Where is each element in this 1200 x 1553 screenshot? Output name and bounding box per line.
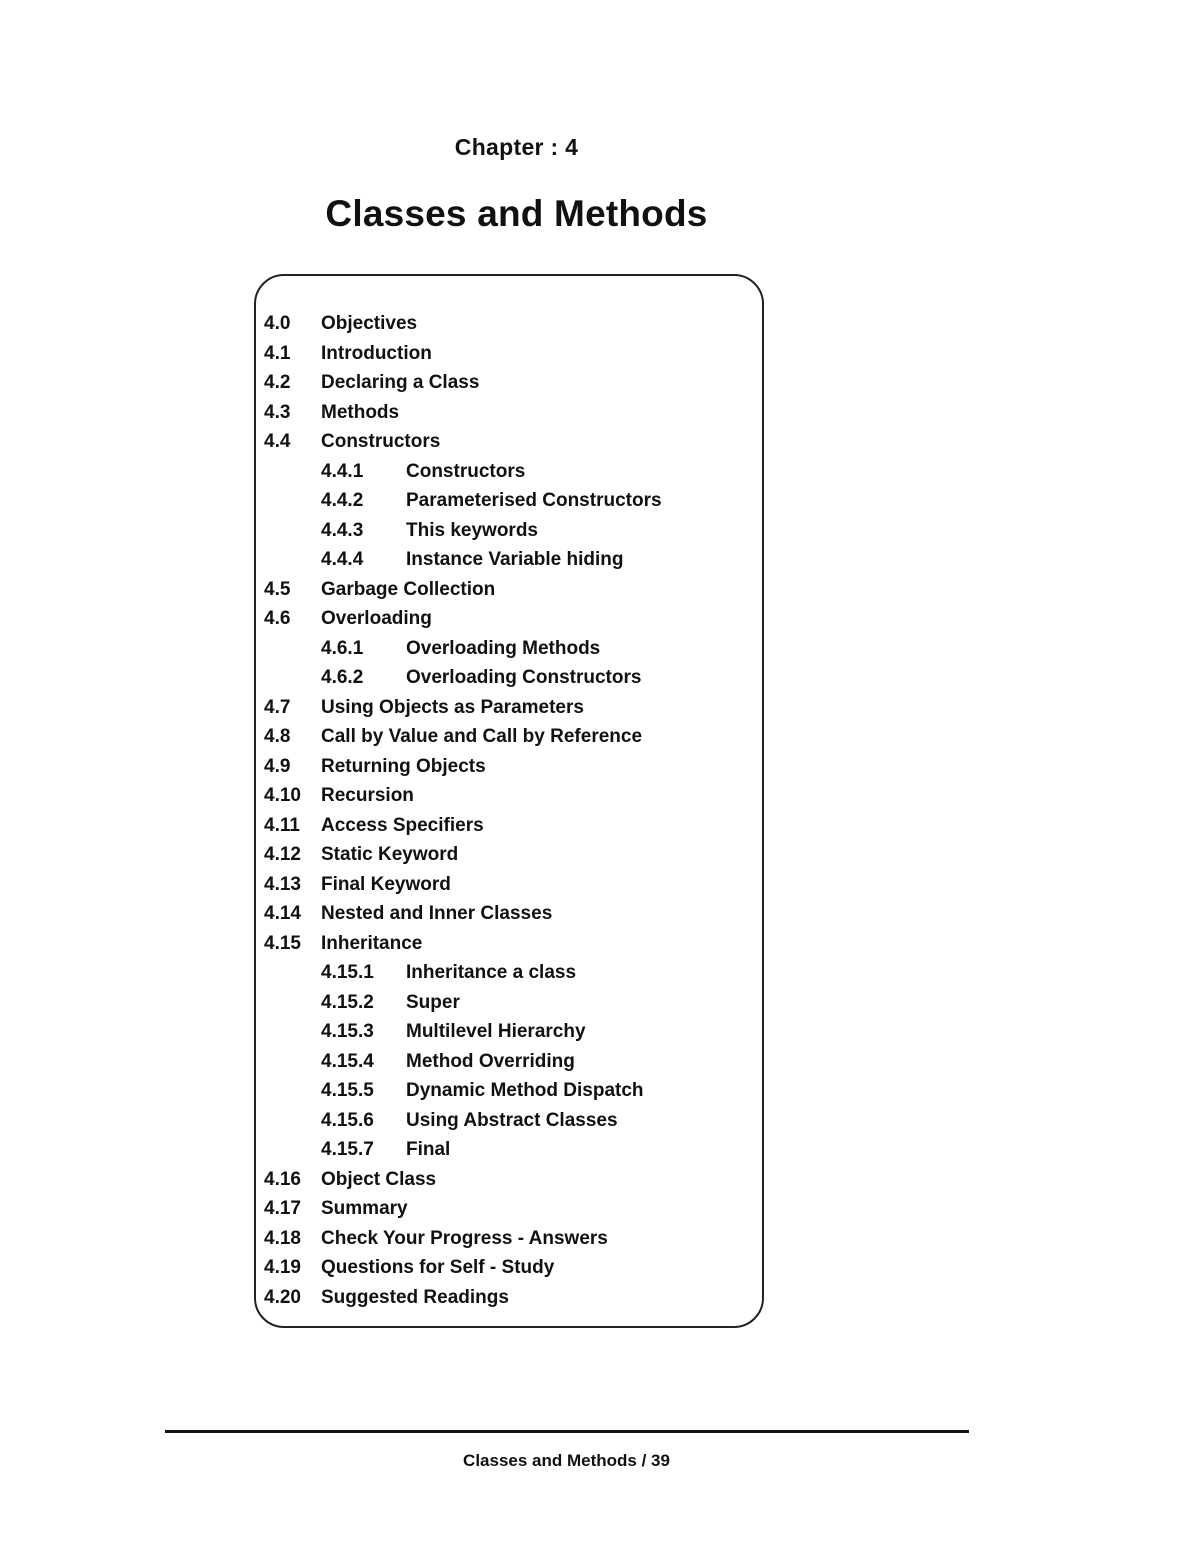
chapter-title: Classes and Methods: [325, 193, 708, 234]
toc-entry-number: 4.6.1: [321, 637, 364, 659]
toc-entry-title: Methods: [321, 401, 400, 423]
toc-entry-number: 4.15.2: [321, 991, 374, 1013]
toc-entry-title: Inheritance: [321, 932, 423, 954]
toc-entry-title: Access Specifiers: [321, 814, 484, 836]
toc-entry-title: Static Keyword: [321, 844, 459, 865]
toc-entry-number: 4.14: [264, 903, 301, 924]
toc-entry-number: 4.4.2: [321, 490, 364, 511]
toc-entry-number: 4.17: [264, 1198, 301, 1219]
toc-entry-title: Instance Variable hiding: [406, 549, 624, 570]
toc-entry-number: 4.2: [264, 372, 291, 393]
toc-entry-title: Parameterised Constructors: [406, 490, 662, 511]
toc-entry-number: 4.6: [264, 608, 291, 629]
toc-entry-title: Multilevel Hierarchy: [406, 1021, 586, 1042]
toc-entry-title: Final Keyword: [321, 873, 451, 895]
toc-entry-title: Objectives: [321, 313, 418, 334]
toc-entry-number: 4.4: [264, 431, 291, 452]
toc-entry-number: 4.11: [264, 814, 300, 836]
toc-entry-number: 4.19: [264, 1257, 301, 1278]
toc-entry-number: 4.9: [264, 755, 291, 777]
toc-entry-number: 4.5: [264, 578, 291, 600]
toc-entry-title: Object Class: [321, 1168, 437, 1190]
toc-entry-title: Overloading Methods: [406, 637, 601, 659]
toc-entry-title: Introduction: [321, 342, 432, 364]
toc-entry-number: 4.8: [264, 726, 291, 747]
toc-entry-title: Summary: [321, 1198, 408, 1219]
toc-entry-title: Recursion: [321, 785, 414, 806]
toc-entry-title: Constructors: [406, 460, 526, 482]
toc-entry-number: 4.13: [264, 873, 301, 895]
toc-entry-title: Dynamic Method Dispatch: [406, 1080, 644, 1101]
toc-entry-title: Garbage Collection: [321, 578, 496, 600]
toc-entry-title: Suggested Readings: [321, 1286, 509, 1308]
toc-entry-number: 4.0: [264, 313, 291, 334]
toc-entry-number: 4.4.1: [321, 460, 364, 482]
toc-entry-number: 4.18: [264, 1227, 301, 1249]
toc-entry-number: 4.4.4: [321, 549, 364, 570]
toc-entry-number: 4.10: [264, 785, 301, 806]
toc-entry-number: 4.20: [264, 1286, 301, 1308]
toc-entry-title: Final: [406, 1139, 451, 1160]
toc-entry-number: 4.15.4: [321, 1050, 374, 1072]
chapter-label: Chapter : 4: [454, 134, 579, 160]
toc-entry-title: Overloading Constructors: [406, 667, 642, 688]
toc-entry-number: 4.16: [264, 1168, 301, 1190]
toc-entry-title: Check Your Progress - Answers: [321, 1227, 608, 1249]
toc-entry-title: Using Abstract Classes: [406, 1109, 618, 1131]
toc-entry-number: 4.7: [264, 696, 291, 718]
toc-entry-title: This keywords: [406, 519, 538, 541]
toc-entry-title: Call by Value and Call by Reference: [321, 726, 643, 747]
toc-entry-number: 4.15: [264, 932, 301, 954]
toc-entry-title: Overloading: [321, 608, 432, 629]
toc-entry-number: 4.15.5: [321, 1080, 374, 1101]
footer-divider: [165, 1430, 969, 1433]
toc-entry-number: 4.15.7: [321, 1139, 374, 1160]
footer-page-label: Classes and Methods / 39: [463, 1451, 670, 1470]
toc-entry-number: 4.3: [264, 401, 291, 423]
toc-entry-title: Inheritance a class: [406, 962, 577, 983]
toc-entry-number: 4.15.1: [321, 962, 374, 983]
toc-entry-title: Method Overriding: [406, 1050, 575, 1072]
toc-entry-number: 4.4.3: [321, 519, 364, 541]
toc-entry-number: 4.15.6: [321, 1109, 374, 1131]
toc-entry-title: Using Objects as Parameters: [321, 696, 584, 718]
toc-entry-title: Constructors: [321, 431, 441, 452]
toc-entry-title: Questions for Self - Study: [321, 1257, 555, 1278]
toc-entry-number: 4.1: [264, 342, 291, 364]
toc-entry-title: Declaring a Class: [321, 372, 480, 393]
toc-entry-number: 4.6.2: [321, 667, 364, 688]
toc-entry-number: 4.12: [264, 844, 301, 865]
toc-entry-title: Nested and Inner Classes: [321, 903, 553, 924]
toc-entry-title: Returning Objects: [321, 755, 486, 777]
toc-entry-number: 4.15.3: [321, 1021, 374, 1042]
toc-entry-title: Super: [406, 991, 460, 1013]
